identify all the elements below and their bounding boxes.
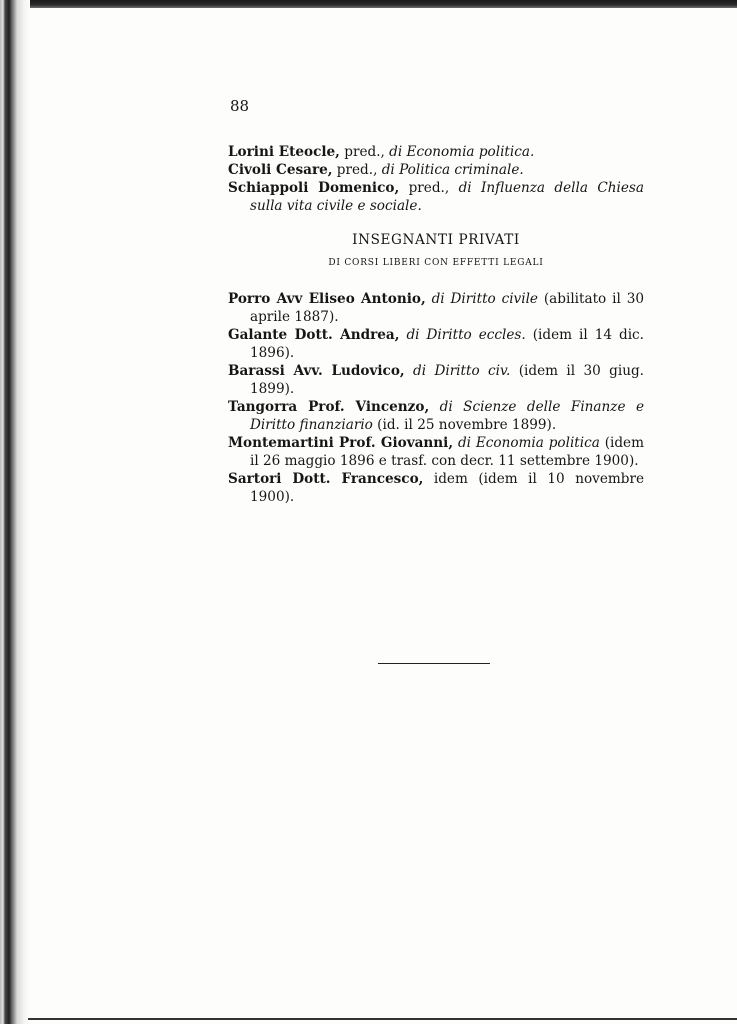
faculty-entry: [228, 179, 644, 215]
entry-name: Montemartini Prof. Giovanni,: [228, 435, 454, 451]
entry-name: Schiappoli Domenico,: [228, 180, 400, 196]
private-teacher-entry: [228, 434, 644, 470]
page-number: 88: [230, 97, 250, 115]
entry-subject: di Politica criminale.: [381, 162, 524, 178]
entry-subject: di Diritto eccles.: [406, 327, 526, 343]
private-teacher-entry: [228, 470, 644, 506]
private-teacher-entry: [228, 398, 644, 434]
scan-bottom-border: [28, 1018, 737, 1020]
entry-qualification: (abilitato il 30 aprile 1887).: [250, 291, 644, 325]
entry-role: pred.,: [399, 180, 459, 196]
entry-qualification: (idem il 30 giug. 1899).: [250, 363, 644, 397]
scan-binding-edge: [0, 0, 30, 1024]
entry-qualification: (idem il 26 maggio 1896 e trasf. con decr. 11 settembre 1900).: [250, 435, 644, 469]
entry-name: Porro Avv Eliseo Antonio,: [228, 291, 426, 307]
entry-qualification: (id. il 25 novembre 1899).: [372, 417, 557, 433]
entry-subject: di Scienze delle Finanze e Diritto finanziario: [250, 399, 644, 433]
entry-subject: di Influenza della Chiesa sulla vita civile e sociale.: [250, 180, 645, 214]
end-rule: [378, 663, 490, 664]
private-teacher-entry: [228, 290, 644, 326]
entry-subject: di Diritto civ.: [413, 363, 511, 379]
section-subtitle: DI CORSI LIBERI CON EFFETTI LEGALI: [328, 258, 544, 268]
entry-role: pred.,: [339, 144, 390, 160]
entry-name: Galante Dott. Andrea,: [228, 327, 400, 343]
faculty-entry: [228, 143, 644, 161]
entry-role: pred.,: [332, 162, 382, 178]
entry-name: Sartori Dott. Francesco,: [228, 471, 424, 487]
private-teacher-entry: [228, 326, 644, 362]
entry-subject: di Economia politica: [457, 435, 600, 451]
section-title: INSEGNANTI PRIVATI: [352, 232, 520, 248]
entry-name: Barassi Avv. Ludovico,: [228, 363, 405, 379]
entry-qualification: idem (idem il 10 novembre 1900).: [250, 471, 644, 505]
faculty-entry: [228, 161, 644, 179]
text-block: [228, 143, 644, 506]
entry-subject: di Economia politica.: [389, 144, 535, 160]
entry-name: Tangorra Prof. Vincenzo,: [228, 399, 430, 415]
entry-subject: di Diritto civile: [431, 291, 538, 307]
entry-name: Lorini Eteocle,: [228, 144, 340, 160]
entry-name: Civoli Cesare,: [228, 162, 333, 178]
private-teacher-entry: [228, 362, 644, 398]
entry-qualification: (idem il 14 dic. 1896).: [250, 327, 644, 361]
scan-top-border: [0, 0, 737, 8]
